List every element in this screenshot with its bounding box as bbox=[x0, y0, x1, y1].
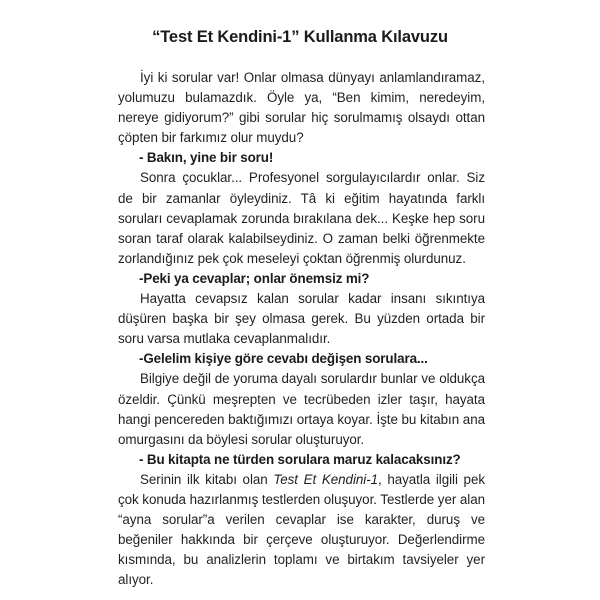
book-title-italic: Test Et Kendini-1 bbox=[273, 471, 378, 487]
paragraph-3: Hayatta cevapsız kalan sorular kadar insanı sıkıntıya düşüren başka bir şey olmasa gerek. Bu yüzden ortada bir soru varsa mutlaka cevaplanmalıdır. bbox=[118, 291, 485, 347]
paragraph-5: Serinin ilk kitabı olan Test Et Kendini-1, hayatla ilgili pek çok konuda hazırlanmış testlerden oluşuyor. Testlerde yer alan “ayna sorular”a verilen cevaplar ise karakter, duruş ve beğeniler hakkında bir çerçeve oluşturuyor. Değerlendirme kısmında, bu analizlerin toplamı ve birtakım tavsiyeler yer alıyor. bbox=[118, 471, 485, 588]
body-text-column bbox=[118, 68, 485, 590]
subheading-4: - Bu kitapta ne türden sorulara maruz kalacaksınız? bbox=[139, 451, 461, 467]
subheading-3: -Gelelim kişiye göre cevabı değişen sorulara... bbox=[139, 351, 428, 367]
subheading-2: -Peki ya cevaplar; onlar önemsiz mi? bbox=[139, 270, 370, 286]
paragraph-1: İyi ki sorular var! Onlar olmasa dünyayı anlamlandıramaz, yolumuzu bulamazdık. Öyle ya, “Ben kimim, neredeyim, nereye gidiyorum?” gibi sorular hiç sorulmamış olsaydı ottan çöpten bir farkımız olur muydu? bbox=[118, 70, 485, 146]
paragraph-4: Bilgiye değil de yoruma dayalı sorulardır bunlar ve oldukça özeldir. Çünkü meşrepten ve tecrübeden izler taşır, hayata hangi pencereden baktığımızı ortaya koyar. İşte bu kitabın ana omurgasını da böylesi sorular oluşturuyor. bbox=[118, 371, 485, 447]
page-title: “Test Et Kendini-1” Kullanma Kılavuzu bbox=[152, 28, 448, 47]
paragraph-2: Sonra çocuklar... Profesyonel sorgulayıcılardır onlar. Siz de bir zamanlar öyleydiniz. Tâ ki eğitim hayatında farklı soruları cevaplamak zorunda bırakılana dek... Keşke hep soru soran taraf olarak kalabilseydiniz. O zaman belki öğrenmekte zorlandığınız pek çok meseleyi çoktan öğrenmiş olurdunuz. bbox=[118, 170, 485, 266]
subheading-1: - Bakın, yine bir soru! bbox=[139, 150, 274, 166]
